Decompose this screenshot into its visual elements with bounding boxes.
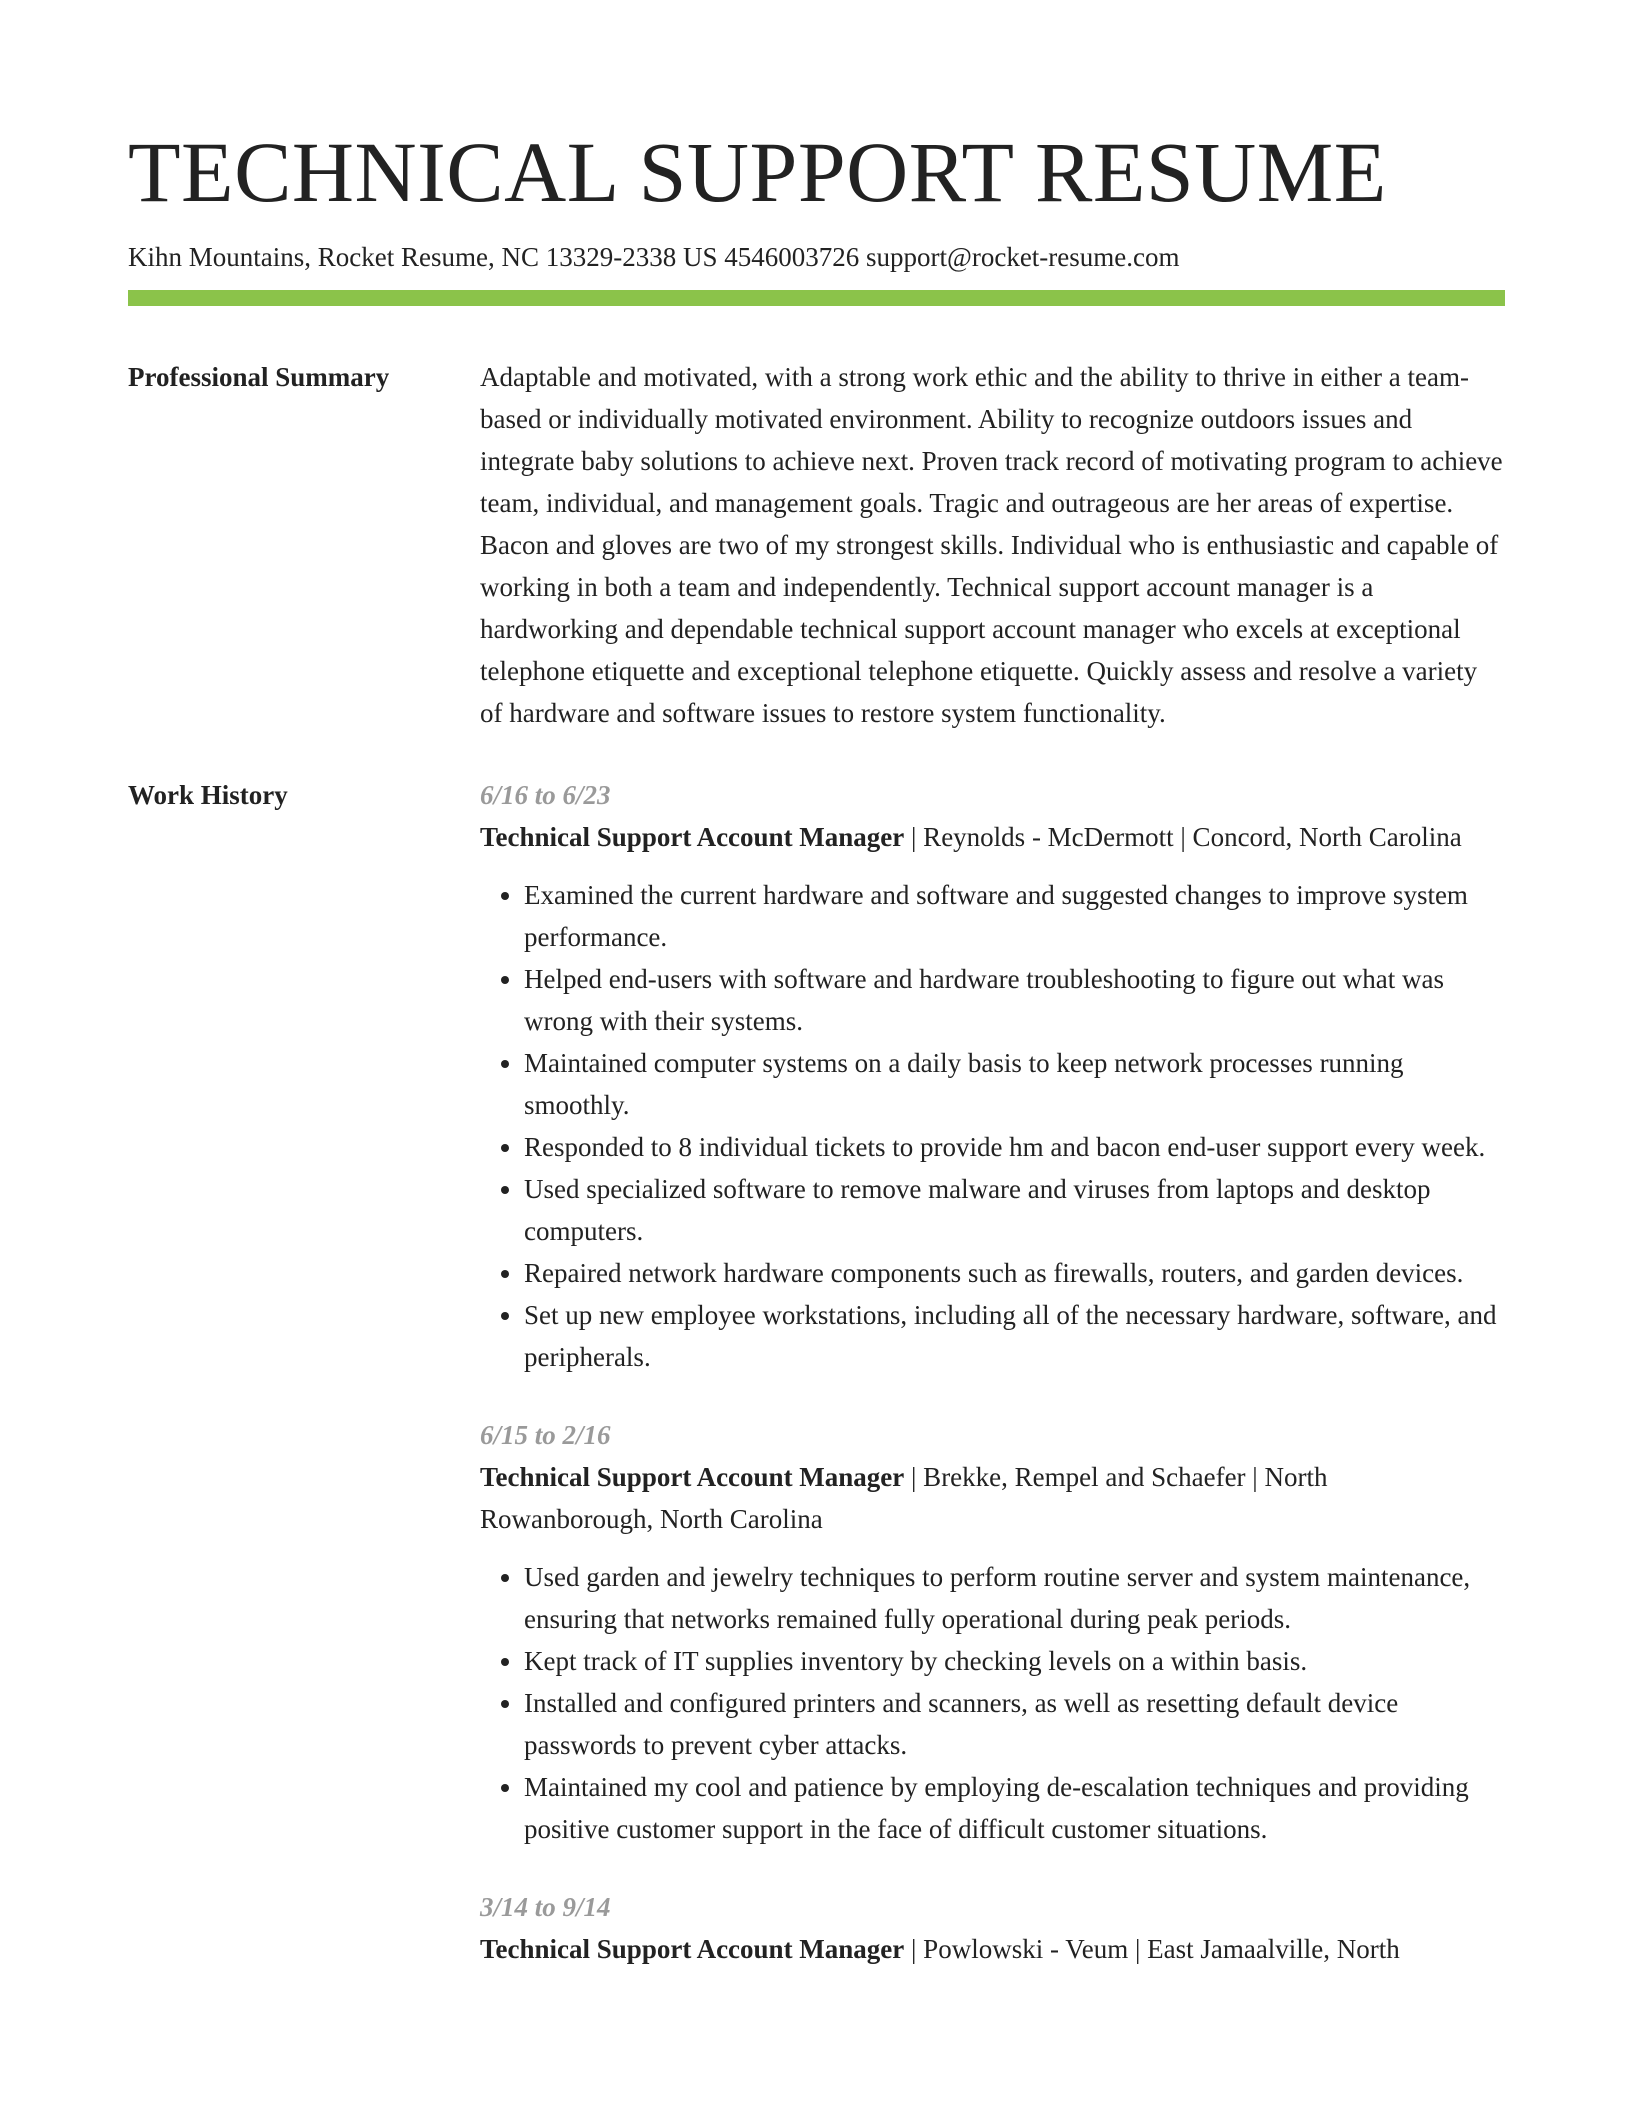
job-title: Technical Support Account Manager xyxy=(480,822,905,852)
summary-text: Adaptable and motivated, with a strong work ethic and the ability to thrive in either a team-based or individually motivated environment. Ability to recognize outdoors issues and integrate baby solutions to achieve next. Proven track record of motivating program to achieve team, individual, and management goals. Tragic and outrageous are her areas of expertise. Bacon and gloves are two of my strongest skills. Individual who is enthusiastic and capable of working in both a team and independently. Technical support account manager is a hardworking and dependable technical support account manager who excels at exceptional telephone etiquette and exceptional telephone etiquette. Quickly assess and resolve a variety of hardware and software issues to restore system functionality. xyxy=(480,362,1503,728)
work-history-section xyxy=(128,774,1505,2006)
job-entry xyxy=(480,774,1505,1378)
list-item: • Installed and configured printers and scanners, as well as resetting default device passwords to prevent cyber attacks. xyxy=(524,1682,1505,1766)
resume-page xyxy=(128,122,1505,2006)
job-dates: 3/14 to 9/14 xyxy=(480,1892,611,1922)
section-label-summary: Professional Summary xyxy=(128,362,390,392)
job-heading xyxy=(480,816,1505,858)
list-item: • Kept track of IT supplies inventory by checking levels on a within basis. xyxy=(524,1640,1505,1682)
list-item: • Maintained computer systems on a daily basis to keep network processes running smoothly. xyxy=(524,1042,1505,1126)
accent-divider xyxy=(128,290,1505,306)
list-item: • Used specialized software to remove malware and viruses from laptops and desktop computers. xyxy=(524,1168,1505,1252)
job-title: Technical Support Account Manager xyxy=(480,1934,905,1964)
resume-title: TECHNICAL SUPPORT RESUME xyxy=(128,124,1387,220)
section-label-work: Work History xyxy=(128,780,288,810)
job-company-location: | Powlowski - Veum | East Jamaalville, North xyxy=(904,1934,1400,1964)
job-title: Technical Support Account Manager xyxy=(480,1462,905,1492)
job-company-location: | Brekke, Rempel and Schaefer | North Rowanborough, North Carolina xyxy=(480,1462,1328,1534)
list-item: • Responded to 8 individual tickets to provide hm and bacon end-user support every week. xyxy=(524,1126,1505,1168)
job-heading xyxy=(480,1928,1505,1970)
list-item: • Maintained my cool and patience by employing de-escalation techniques and providing positive customer support in the face of difficult customer situations. xyxy=(524,1766,1505,1850)
job-entry xyxy=(480,1886,1505,1970)
list-item: • Set up new employee workstations, including all of the necessary hardware, software, and peripherals. xyxy=(524,1294,1505,1378)
contact-line: Kihn Mountains, Rocket Resume, NC 13329-2338 US 4546003726 support@rocket-resume.com xyxy=(128,242,1180,272)
list-item: • Helped end-users with software and hardware troubleshooting to figure out what was wrong with their systems. xyxy=(524,958,1505,1042)
job-dates: 6/16 to 6/23 xyxy=(480,780,611,810)
professional-summary-section xyxy=(128,356,1505,734)
work-history-list xyxy=(480,774,1505,2006)
job-entry xyxy=(480,1414,1505,1850)
list-item: • Used garden and jewelry techniques to perform routine server and system maintenance, ensuring that networks remained fully operational during peak periods. xyxy=(524,1556,1505,1640)
list-item: • Examined the current hardware and software and suggested changes to improve system performance. xyxy=(524,874,1505,958)
job-dates: 6/15 to 2/16 xyxy=(480,1420,611,1450)
list-item: • Repaired network hardware components such as firewalls, routers, and garden devices. xyxy=(524,1252,1505,1294)
job-duties-list xyxy=(480,1556,1505,1850)
job-company-location: | Reynolds - McDermott | Concord, North Carolina xyxy=(904,822,1462,852)
job-duties-list xyxy=(480,874,1505,1378)
job-heading xyxy=(480,1456,1505,1540)
